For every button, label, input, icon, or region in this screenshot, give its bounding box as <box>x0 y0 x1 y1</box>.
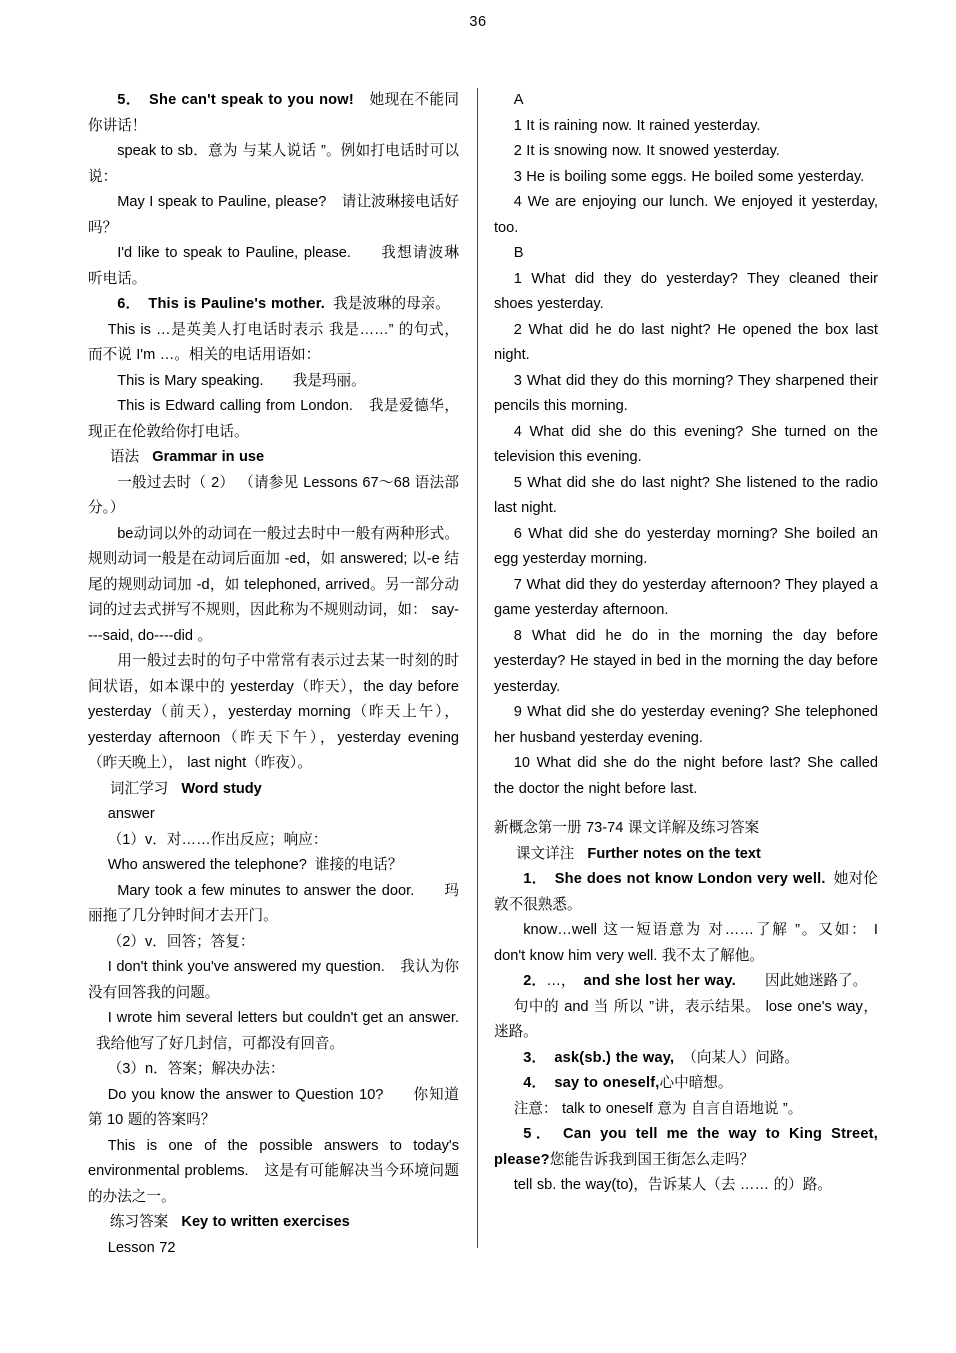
exercise-section-label-b: B <box>513 245 524 261</box>
note-item <box>494 1122 878 1173</box>
heading-chinese: 语法 <box>109 449 140 465</box>
lesson-label: Lesson 72 <box>107 1239 176 1256</box>
heading-english: Key to written exercises <box>181 1214 350 1230</box>
exercise-answer-item: 4 We are enjoying our lunch. We enjoyed it yesterday, too. <box>494 194 878 236</box>
note-chinese: 她对伦敦不很熟悉。 <box>494 871 878 913</box>
lesson-banner: 新概念第一册 73-74 课文详解及练习答案 <box>494 820 760 836</box>
word-sense: （2）v．回答；答复： <box>107 933 255 950</box>
page-number: 36 <box>469 14 487 30</box>
grammar-paragraph: be动词以外的动词在一般过去时中一般有两种形式。规则动词一般是在动词后面加 -ed，如 answered; 以-e 结尾的规则动词加 -d，如 telephoned, arrived。另一部分动词的过去式拼写不规则，因此称为不规则动词，如： say----said, do----did 。 <box>88 525 459 644</box>
note-explanation: tell sb. the way(to)，告诉某人（去 …… 的）路。 <box>513 1177 832 1193</box>
heading-chinese: 词汇学习 <box>109 780 169 797</box>
word-sense: （3）n．答案；解决办法： <box>107 1061 285 1077</box>
word-sense: （1）v．对……作出反应；响应： <box>107 831 328 848</box>
exercise-answer-item: 7 What did they do yesterday afternoon? They played a game yesterday afternoon. <box>494 576 878 618</box>
example-english: This is Mary speaking. <box>117 372 264 389</box>
note-item <box>88 292 459 318</box>
right-column <box>478 88 956 1253</box>
heading-english: Grammar in use <box>152 449 265 465</box>
example-sentence <box>88 853 459 879</box>
note-english: Can you tell me the way to King Street, please? <box>494 1126 878 1168</box>
note-number: 3． <box>523 1049 547 1066</box>
two-column-body <box>0 88 956 1256</box>
note-chinese: 因此她迷路了。 <box>765 973 868 989</box>
example-sentence <box>88 394 459 445</box>
note-number: 5． <box>523 1126 555 1142</box>
note-number: 2． <box>523 973 547 989</box>
note-item <box>88 88 459 139</box>
note-chinese: （向某人）问路。 <box>682 1049 800 1066</box>
exercise-answer-item: 6 What did she do yesterday morning? She boiled an egg yesterday morning. <box>494 525 878 567</box>
exercise-answer-item: 2 What did he do last night? He opened the box last night. <box>494 321 878 363</box>
example-english: I don't think you've answered my question. <box>107 959 385 975</box>
example-sentence <box>88 1083 459 1134</box>
note-explanation: This is …是英美人打电话时表示 我是……” 的句式，而不说 I'm …。相关的电话用语如： <box>88 321 459 363</box>
grammar-reference: 一般过去时（ 2） （请参见 Lessons 67～68 语法部分。） <box>88 474 459 516</box>
example-chinese: 我是爱德华，现正在伦敦给你打电话。 <box>88 398 459 440</box>
note-english: ask(sb.) the way, <box>554 1049 675 1066</box>
example-sentence <box>88 1134 459 1211</box>
note-number: 5． <box>117 92 142 108</box>
example-sentence <box>88 879 459 930</box>
note-chinese: 她现在不能同你讲话！ <box>88 92 459 134</box>
example-sentence <box>88 241 459 292</box>
example-sentence <box>88 369 459 395</box>
exercise-answer-item: 1 What did they do yesterday? They cleaned their shoes yesterday. <box>494 270 878 312</box>
example-english: May I speak to Pauline, please? <box>117 194 327 210</box>
heading-chinese: 练习答案 <box>109 1214 169 1230</box>
note-item <box>494 1071 878 1097</box>
section-heading-grammar <box>88 445 459 471</box>
example-english: Do you know the answer to Question 10? <box>107 1086 384 1103</box>
example-chinese: 谁接的电话？ <box>314 857 403 873</box>
exercise-answer-item: 2 It is snowing now. It snowed yesterday. <box>513 143 780 159</box>
exercise-answer-item: 8 What did he do in the morning the day before yesterday? He stayed in bed in the morning the day before yesterday. <box>494 627 878 695</box>
note-english: She does not know London very well. <box>554 871 826 887</box>
example-sentence <box>88 1006 459 1057</box>
example-english: I'd like to speak to Pauline, please. <box>117 245 351 261</box>
note-english: say to oneself, <box>554 1075 660 1091</box>
example-chinese: 我认为你没有回答我的问题。 <box>88 959 459 1001</box>
note-chinese: 您能告诉我到国王街怎么走吗？ <box>549 1151 755 1168</box>
note-number: 1． <box>523 871 547 887</box>
exercise-answer-item: 5 What did she do last night? She listened to the radio last night. <box>494 474 878 516</box>
example-sentence <box>88 190 459 241</box>
exercise-answer-item: 4 What did she do this evening? She turned on the television this evening. <box>494 423 878 465</box>
note-item <box>494 867 878 918</box>
note-item <box>494 1046 878 1072</box>
note-english: She can't speak to you now! <box>149 92 354 108</box>
section-heading-key <box>88 1210 459 1236</box>
example-english: I wrote him several letters but couldn't get an answer. <box>107 1010 459 1026</box>
heading-chinese: 课文详注 <box>515 845 575 862</box>
heading-english: Word study <box>181 780 262 797</box>
example-sentence <box>88 955 459 1006</box>
word-study-entry: answer <box>107 806 155 822</box>
note-item <box>494 969 878 995</box>
example-chinese: 我想请波琳听电话。 <box>88 245 459 287</box>
note-explanation: 注意： talk to oneself 意为 自言自语地说 ”。 <box>513 1100 803 1117</box>
note-number: 6． <box>117 296 141 312</box>
exercise-section-label-a: A <box>513 92 524 108</box>
exercise-answer-item: 3 He is boiling some eggs. He boiled some yesterday. <box>513 168 865 185</box>
example-english: Mary took a few minutes to answer the door. <box>117 882 415 899</box>
section-heading-further-notes <box>494 842 878 868</box>
note-english: This is Pauline's mother. <box>148 296 326 312</box>
exercise-answer-item: 3 What did they do this morning? They sharpened their pencils this morning. <box>494 372 878 414</box>
note-explanation: know…well 这一短语意为 对……了解 ”。又如： I don't know him very well. 我不太了解他。 <box>494 922 878 964</box>
example-english: Who answered the telephone? <box>107 857 307 873</box>
left-column <box>0 88 477 1256</box>
example-chinese: 这是有可能解决当今环境问题的办法之一。 <box>88 1163 459 1205</box>
note-lead: …， <box>546 973 576 989</box>
note-chinese: 我是波琳的母亲。 <box>333 296 450 312</box>
example-english: This is Edward calling from London. <box>117 398 353 414</box>
example-chinese: 我给他写了好几封信，可都没有回音。 <box>96 1035 345 1052</box>
note-chinese: 心中暗想。 <box>659 1075 733 1091</box>
note-number: 4． <box>523 1075 547 1091</box>
example-chinese: 你知道第 10 题的答案吗？ <box>88 1086 459 1128</box>
exercise-answer-item: 10 What did she do the night before last? She called the doctor the night before last. <box>494 755 878 797</box>
example-chinese: 我是玛丽。 <box>292 372 366 389</box>
note-explanation: speak to sb．意为 与某人说话 ”。例如打电话时可以说： <box>88 143 459 185</box>
section-heading-word-study <box>88 777 459 803</box>
note-english: and she lost her way. <box>583 973 736 989</box>
exercise-answer-item: 1 It is raining now. It rained yesterday. <box>513 117 761 134</box>
example-chinese: 请让波琳接电话好吗？ <box>88 194 459 236</box>
exercise-answer-item: 9 What did she do yesterday evening? She telephoned her husband yesterday evening. <box>494 704 878 746</box>
grammar-paragraph: 用一般过去时的句子中常常有表示过去某一时刻的时间状语，如本课中的 yesterday（昨天），the day before yesterday（前天），yesterday morning（昨天上午），yesterday afternoon（昨天下午），yesterday evening（昨天晚上）， last night（昨夜）。 <box>88 653 459 771</box>
example-chinese: 玛丽拖了几分钟时间才去开门。 <box>88 882 459 924</box>
note-explanation: 句中的 and 当 所以 ”讲，表示结果。 lose one's way，迷路。 <box>494 998 878 1040</box>
heading-english: Further notes on the text <box>587 845 761 862</box>
example-english: This is one of the possible answers to today's environmental problems. <box>88 1137 459 1179</box>
